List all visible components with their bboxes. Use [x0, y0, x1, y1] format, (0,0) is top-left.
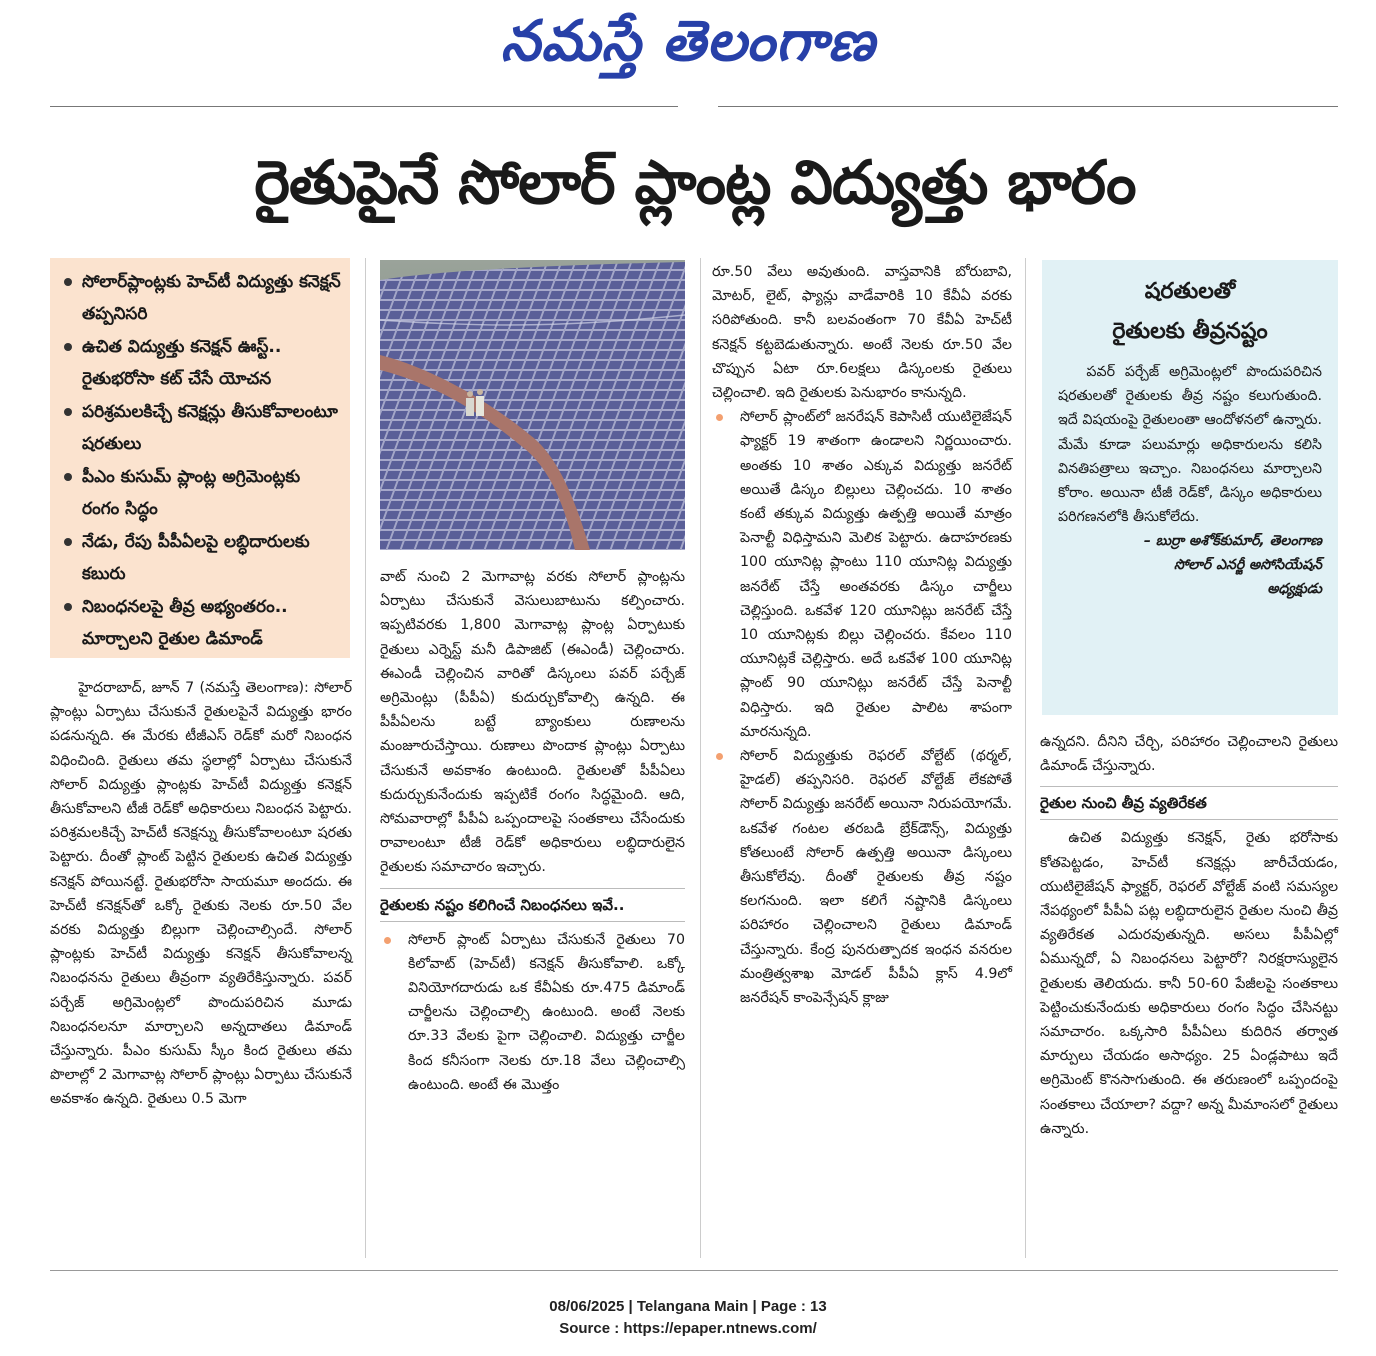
bullet-icon: [716, 414, 723, 421]
quote-attribution: – బుర్రా అశోక్‌కుమార్, తెలంగాణ సోలార్ ఎనర్జీ అసోసియేషన్ అధ్యక్షుడు: [1143, 533, 1322, 598]
article-paragraph: హైదరాబాద్, జూన్ 7 (నమస్తే తెలంగాణ): సోలార్ ప్లాంట్లు ఏర్పాటు చేసుకునే రైతులపైనే విద్యుత్తు భారం పడనున్నది. ఈ మేరకు టీజీఎస్ రెడ్‌కో మరో నిబంధన విధించింది. రైతులు తమ స్థలాల్లో ఏర్పాటు చేసుకునే సోలార్ విద్యుత్తు ప్లాంట్లకు హెచ్‌టీ విద్యుత్తు కనెక్షన్ తీసుకోవాలని టీజీ రెడ్‌కో అధికారులు నిబంధన పెట్టారు. పరిశ్రమలకిచ్చే హెచ్‌టీ కనెక్షన్ను తీసుకోవాలంటూ షరతు పెట్టారు. దీంతో ప్లాంట్ పెట్టిన రైతులకు ఉచిత విద్యుత్తు కనెక్షన్ పోయినట్టే. రైతుభరోసా సాయమూ అందదు. ఈ హెచ్‌టీ కనెక్షన్‌తో ఒక్కో రైతుకు నెలకు రూ.50 వేల వరకు విద్యుత్తు బిల్లుగా చెల్లించాల్సిందే. సోలార్ ప్లాంట్లకు హెచ్‌టీ విద్యుత్తు కనెక్షన్ తీసుకోవాలన్న నిబంధనను రైతులు తీవ్రంగా వ్యతిరేకిస్తున్నారు. పవర్ పర్చేజ్ అగ్రిమెంట్లలో పొందుపరిచిన మూడు నిబంధనలనూ మార్చాలని అన్నదాతలు డిమాండ్ చేస్తున్నారు. పీఎం కుసుమ్ స్కీం కింద రైతులు తమ పొలాల్లో 2 మెగావాట్ల సోలార్ ప్లాంట్లు ఏర్పాటు చేసుకునే అవకాశం ఉన్నది. రైతులు 0.5 మెగా: [50, 680, 352, 1108]
page-footer: [0, 1296, 1376, 1340]
article-paragraph: ఉన్నదని. దీనిని చేర్చి, పరిహారం చెల్లించాలని రైతులు డిమాండ్ చేస్తున్నారు.: [1040, 734, 1338, 775]
bullet-icon: [64, 343, 72, 351]
highlight-item: పీఎం కుసుమ్ ప్లాంట్ల అగ్రిమెంట్లకు రంగం సిద్ధం: [60, 461, 342, 525]
masthead-rule-left: [50, 106, 678, 107]
masthead-rule-right: [718, 106, 1338, 107]
article-paragraph: వాట్ నుంచి 2 మెగావాట్ల వరకు సోలార్ ప్లాంట్లను ఏర్పాటు చేసుకునే వెసులుబాటును కల్పించారు. ఇప్పటివరకు 1,800 మెగావాట్ల ప్లాంట్ల ఏర్పాటుకు రైతులు ఎర్నెస్ట్ మనీ డిపాజిట్ (ఈఎండీ) చెల్లించారు. ఈఎండీ చెల్లించిన వారితో డిస్కంలు పవర్ పర్చేజ్ అగ్రిమెంట్లు (పీపీఏ) కుదుర్చుకోవాల్సి ఉన్నది. ఈ పీపీఏలను బట్టే బ్యాంకులు రుణాలను మంజూరుచేస్తాయి. రుణాలు పొందాక ప్లాంట్లు ఏర్పాటు చేసుకునే అవకాశం ఉంటుంది. రైతులతో పీపీఏలు కుదుర్చుకునేందుకు ఇప్పటికే రంగం సిద్ధమైంది. ఆది, సోమవారాల్లో పీపీఏ ఒప్పందాలపై సంతకాలు చేసేందుకు రావాలంటూ టీజీ రెడ్‌కో అధికారులు లబ్ధిదారులైన రైతులకు సమాచారం ఇచ్చారు.: [380, 569, 685, 876]
section-divider: [1040, 819, 1338, 820]
highlight-item: సోలార్‌ప్లాంట్లకు హెచ్‌టీ విద్యుత్తు కనెక్షన్ తప్పనిసరి: [60, 266, 342, 330]
article-column-4: [1040, 730, 1338, 1141]
quote-box-title: షరతులతో రైతులకు తీవ్రనష్టం: [1112, 279, 1268, 344]
masthead-logo: నమస్తే తెలంగాణ: [500, 8, 876, 74]
headline: రైతుపైనే సోలార్ ప్లాంట్ల విద్యుత్తు భారం: [254, 148, 1136, 218]
highlight-item: నేడు, రేపు పీపీఏలపై లబ్ధిదారులకు కబురు: [60, 526, 342, 590]
rule-bullet: సోలార్ విద్యుత్తుకు రెఫరల్ వోల్టేట్ (థర్మల్, హైడల్) తప్పనిసరి. రెఫరల్ వోల్టేజ్ లేకపోతే సోలార్ విద్యుత్తు జనరేట్ అయినా నిరుపయోగమే. ఒకవేళ గంటల తరబడి బ్రేక్‌డౌన్స్, విద్యుత్తు కోతలుంటే సోలార్ ఉత్పత్తి అయినా డిస్కంలు తీసుకోలేవు. దీంతో రైతులకు తీవ్ర నష్టం కలగనుంది. ఇలా కలిగే నష్టానికి డిస్కంలు పరిహారం చెల్లించాలని రైతులు డిమాండ్ చేస్తున్నారు. కేంద్ర పునరుత్పాదక ఇంధన వనరుల మంత్రిత్వశాఖ మోడల్ పీపీఏ క్లాస్ 4.9లో జనరేషన్ కాంపెన్సేషన్ క్లాజు: [712, 744, 1012, 1010]
rule-bullet: సోలార్ ప్లాంట్ ఏర్పాటు చేసుకునే రైతులు 70 కిలోవాట్ (హెచ్‌టీ) కనెక్షన్ తీసుకోవాలి. ఒక్కో వినియోగదారుడు ఒక కేవీఏకు రూ.475 డిమాండ్ చార్జీలను చెల్లించాల్సి ఉంటుంది. అంటే నెలకు రూ.33 వేలకు పైగా చెల్లించాలి. విద్యుత్తు చార్జీల కింద కనీసంగా నెలకు రూ.18 వేలు చెల్లించాల్సి ఉంటుంది. అంటే ఈ మొత్తం: [380, 928, 685, 1097]
article-column-1: [50, 676, 352, 1112]
article-column-3: [712, 260, 1012, 1010]
bottom-rule: [50, 1270, 1338, 1271]
article-column-2: [380, 565, 685, 1097]
bullet-icon: [64, 538, 72, 546]
highlight-item: పరిశ్రమలకిచ్చే కనెక్షన్లు తీసుకోవాలంటూ షరతులు: [60, 396, 342, 460]
section-subhead: రైతుల నుంచి తీవ్ర వ్యతిరేకత: [1040, 794, 1207, 813]
section-divider: [380, 888, 685, 889]
highlight-item: నిబంధనలపై తీవ్ర అభ్యంతరం.. మార్చాలని రైతుల డిమాండ్: [60, 591, 342, 655]
bullet-icon: [64, 408, 72, 416]
bullet-icon: [64, 278, 72, 286]
highlights-box: [50, 258, 350, 658]
section-divider: [380, 921, 685, 922]
article-paragraph: రూ.50 వేలు అవుతుంది. వాస్తవానికి బోరుబావి, మోటర్, లైట్, ఫ్యాన్లు వాడేవారికి 10 కేవీఏ వరకు సరిపోతుంది. కానీ బలవంతంగా 70 కేవీఏ హెచ్‌టీ కనెక్షన్ కట్టబెడుతున్నారు. అంటే నెలకు రూ.50 వేల చొప్పున ఏటా రూ.6లక్షలు డిస్కంలకు రైతులు చెల్లించాలి. ఇది రైతులకు పెనుభారం కానున్నది.: [712, 264, 1012, 402]
highlight-item: ఉచిత విద్యుత్తు కనెక్షన్ ఊస్ట్.. రైతుభరోసా కట్ చేసే యోచన: [60, 331, 342, 395]
bullet-icon: [716, 753, 723, 760]
quote-box: [1042, 260, 1338, 715]
bullet-icon: [64, 603, 72, 611]
bullet-icon: [64, 473, 72, 481]
bullet-icon: [384, 937, 391, 944]
column-divider: [700, 258, 701, 1258]
edition-info: 08/06/2025 | Telangana Main | Page : 13: [549, 1298, 827, 1315]
source-link[interactable]: Source : https://epaper.ntnews.com/: [559, 1320, 817, 1337]
column-divider: [365, 258, 366, 1258]
article-paragraph: ఉచిత విద్యుత్తు కనెక్షన్, రైతు భరోసాకు కోతపెట్టడం, హెచ్‌టీ కనెక్షన్లు జారీచేయడం, యుటిలైజేషన్ ఫ్యాక్టర్, రెఫరల్ వోల్టేజ్ వంటి సమస్యల నేపథ్యంలో పీపీఏ పట్ల లబ్ధిదారులైన రైతుల నుంచి తీవ్ర వ్యతిరేకత ఎదురవుతున్నది. అసలు పీపీఏల్లో ఏమున్నదో, ఏ నిబంధనలు పెట్టారో? నిరక్షరాస్యులైన రైతులకు తెలియదు. కానీ 50-60 పేజీలపై సంతకాలు పెట్టించుకునేందుకు అధికారులు రంగం సిద్ధం చేసినట్టు సమాచారం. ఒక్కసారి పీపీఏలు కుదిరిన తర్వాత మార్పులు చేయడం అసాధ్యం. 25 ఏండ్లపాటు ఇదే అగ్రిమెంట్ కొనసాగుతుంది. ఈ తరుణంలో ఒప్పందంపై సంతకాలు చేయాలా? వద్దా? అన్న మీమాంసలో రైతులు ఉన్నారు.: [1040, 830, 1338, 1137]
solar-panels-photo: [380, 260, 685, 550]
section-divider: [1040, 786, 1338, 787]
column-divider: [1025, 258, 1026, 1258]
rule-bullet: సోలార్ ప్లాంట్‌లో జనరేషన్ కెపాసిటీ యుటిలైజేషన్ ఫ్యాక్టర్ 19 శాతంగా ఉండాలని నిర్ణయించారు. అంతకు 10 శాతం ఎక్కువ విద్యుత్తు జనరేట్ అయితే డిస్కం బిల్లులు చెల్లించదు. 10 శాతం కంటే తక్కువ విద్యుత్తు ఉత్పత్తి అయితే మాత్రం పెనాల్టీ విధిస్తామని మెలిక పెట్టారు. ఉదాహరణకు 100 యూనిట్ల ప్లాంటు 110 యూనిట్ల విద్యుత్తు జనరేట్ చేస్తే అంతవరకు డిస్కం చార్జీలు చెల్లిస్తుంది. ఒకవేళ 120 యూనిట్లు జనరేట్ చేస్తే 10 యూనిట్లకు బిల్లు చెల్లించరు. కేవలం 110 యూనిట్లకే చెల్లిస్తారు. అదే ఒకవేళ 100 యూనిట్ల ప్లాంట్ 90 యూనిట్లు జనరేట్ చేస్తే పెనాల్టీ విధిస్తారు. ఇది రైతుల పాలిట శాపంగా మారనున్నది.: [712, 405, 1012, 744]
quote-body: పవర్ పర్చేజ్ అగ్రిమెంట్లలో పొందుపరిచిన షరతులతో రైతులకు తీవ్ర నష్టం కలుగుతుంది. ఇదే విషయంపై రైతులంతా ఆందోళనలో ఉన్నారు. మేమే కూడా పలుమార్లు అధికారులను కలిసి వినతిపత్రాలు ఇచ్చాం. నిబంధనలు మార్చాలని కోరాం. అయినా టీజీ రెడ్‌కో, డిస్కం అధికారులు పరిగణనలోకి తీసుకోలేదు.: [1058, 364, 1322, 526]
section-subhead: రైతులకు నష్టం కలిగించే నిబంధనలు ఇవే..: [380, 895, 625, 914]
